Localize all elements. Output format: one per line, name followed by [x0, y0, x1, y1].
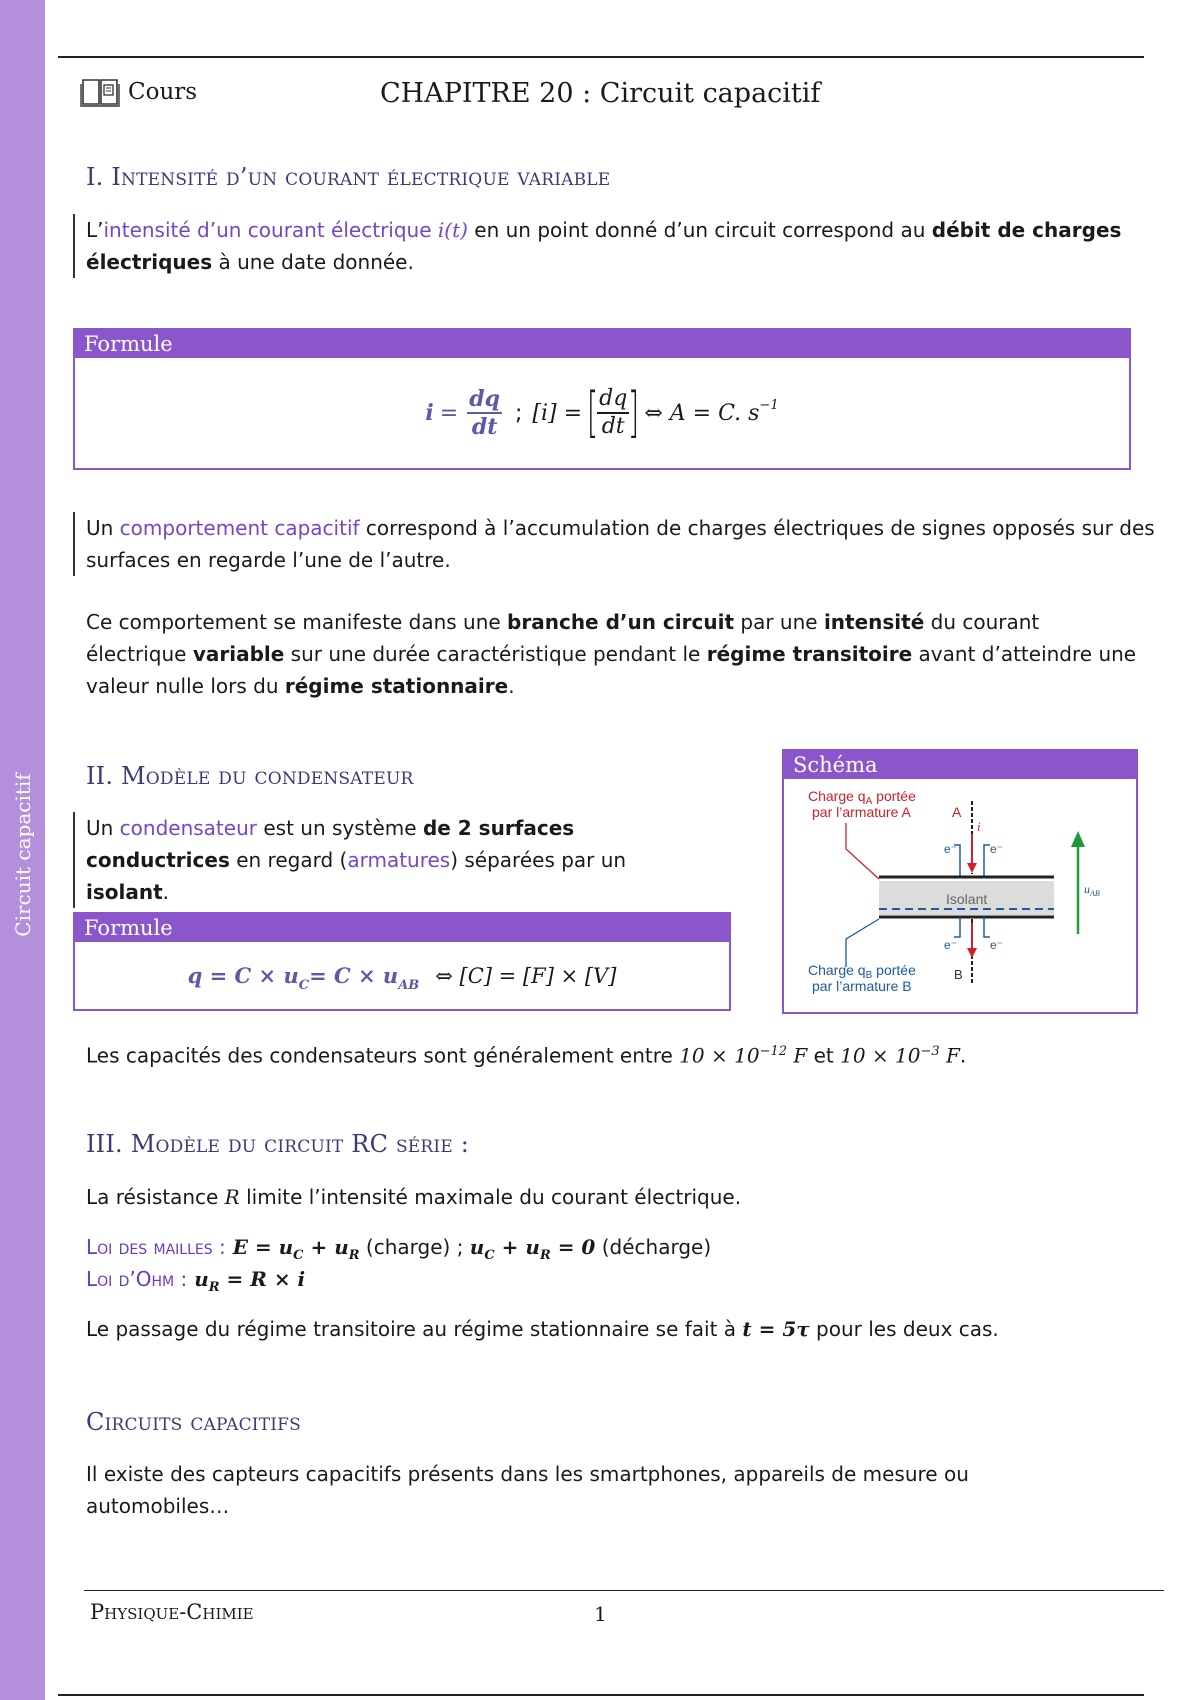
paragraph-capteurs: Il existe des capteurs capacitifs présents dans les smartphones, appareils de mesure ou automobiles…	[86, 1462, 969, 1518]
formula-condensateur: q = C × u $_C$ = C × u $_{AB}$ ⇔ [C] = [F] × [V]	[187, 963, 617, 993]
electron-path-bottom-right	[984, 917, 990, 937]
formula-box-header-2: Formule	[75, 914, 729, 942]
electron-label-top-left: e⁻	[944, 842, 958, 856]
formula-box-condensateur	[73, 912, 731, 1011]
schema-box	[782, 749, 1138, 1014]
pointer-b	[846, 919, 879, 967]
section-title-3: III. Modèle du circuit RC série :	[86, 1130, 470, 1158]
top-rule	[58, 56, 1144, 58]
point-a-label: A	[952, 804, 962, 820]
current-arrowhead-bottom	[967, 948, 977, 958]
schema-box-header: Schéma	[784, 751, 1136, 779]
paragraph-intensite: L’intensité d’un courant électrique i(t) en un point donné d’un circuit correspond au débit de charges électriques à une date donnée.	[73, 214, 1166, 278]
loi-des-mailles: Loi des mailles : $E = u_C + u_R$ (charge) ; $u_C + u_R = 0$ (décharge)	[86, 1235, 712, 1263]
section-title-2: II. Modèle du condensateur	[86, 762, 414, 790]
capacitor-diagram	[784, 779, 1136, 1011]
current-arrowhead	[967, 863, 977, 873]
footer-subject: Physique-Chimie	[90, 1600, 254, 1624]
section-title-4: Circuits capacitifs	[86, 1408, 301, 1436]
chapter-title: CHAPITRE 20 : Circuit capacitif	[380, 78, 821, 109]
loi-d-ohm: Loi d’Ohm : $u_R = R \times i$	[86, 1267, 306, 1295]
bottom-rule	[58, 1694, 1144, 1696]
point-b-label: B	[954, 967, 963, 982]
formula-intensite: i = $\frac{dq}{dt}$ ; [i] = [ $\frac{dq}{dt}$ ] ⇔ A = C. s $^{-1}$	[425, 381, 779, 444]
voltage-arrowhead	[1071, 831, 1085, 847]
formula-box-header: Formule	[75, 330, 1129, 358]
loi-d-ohm-label: Loi d’Ohm :	[86, 1267, 188, 1291]
book-icon	[80, 76, 120, 108]
paragraph-capacites: Les capacités des condensateurs sont généralement entre $10 \times 10^{-12}$ F et $10 \times 10^{-3}$ F.	[86, 1043, 967, 1068]
page-number: 1	[594, 1602, 607, 1626]
footer-rule	[84, 1590, 1164, 1591]
header-cours	[80, 76, 197, 108]
electron-label-bottom-left: e⁻	[944, 938, 958, 952]
voltage-label: $u_{AB}$	[1084, 882, 1100, 898]
isolant-label: Isolant	[946, 891, 988, 907]
electron-label-top-right: e⁻	[990, 842, 1004, 856]
electron-label-bottom-right: e⁻	[990, 938, 1004, 952]
pointer-a	[846, 823, 879, 879]
paragraph-capacitif: Un comportement capacitif correspond à l’accumulation de charges électriques de signes opposés sur des surfaces en regarde l’une de l’autre.	[73, 512, 1166, 576]
paragraph-passage: Le passage du régime transitoire au régime stationnaire se fait à t = 5τ pour les deux cas.	[86, 1317, 999, 1341]
label-charge-a: Charge $q_A$ portée	[808, 788, 916, 807]
current-label: i	[977, 819, 981, 834]
electron-path-bottom-left	[954, 917, 960, 937]
label-armature-b: par l’armature B	[812, 978, 912, 994]
paragraph-condensateur: Un condensateur est un système de 2 surfaces conductrices en regard (armatures) séparées par un isolant.	[73, 812, 701, 908]
loi-des-mailles-label: Loi des mailles :	[86, 1235, 226, 1259]
paragraph-resistance: La résistance R limite l’intensité maximale du courant électrique.	[86, 1185, 742, 1209]
label-charge-b: Charge $q_B$ portée	[808, 962, 916, 981]
paragraph-comportement: Ce comportement se manifeste dans une branche d’un circuit par une intensité du courant électrique variable sur une durée caractéristique pendant le régime transitoire avant d’atteindre une valeur nulle lors du régime stationnaire.	[86, 610, 1137, 698]
formula-box-intensite	[73, 328, 1131, 470]
label-armature-a: par l’armature A	[812, 804, 911, 820]
cours-label: Cours	[128, 79, 198, 105]
section-title-1: I. Intensité d’un courant électrique variable	[86, 163, 611, 191]
